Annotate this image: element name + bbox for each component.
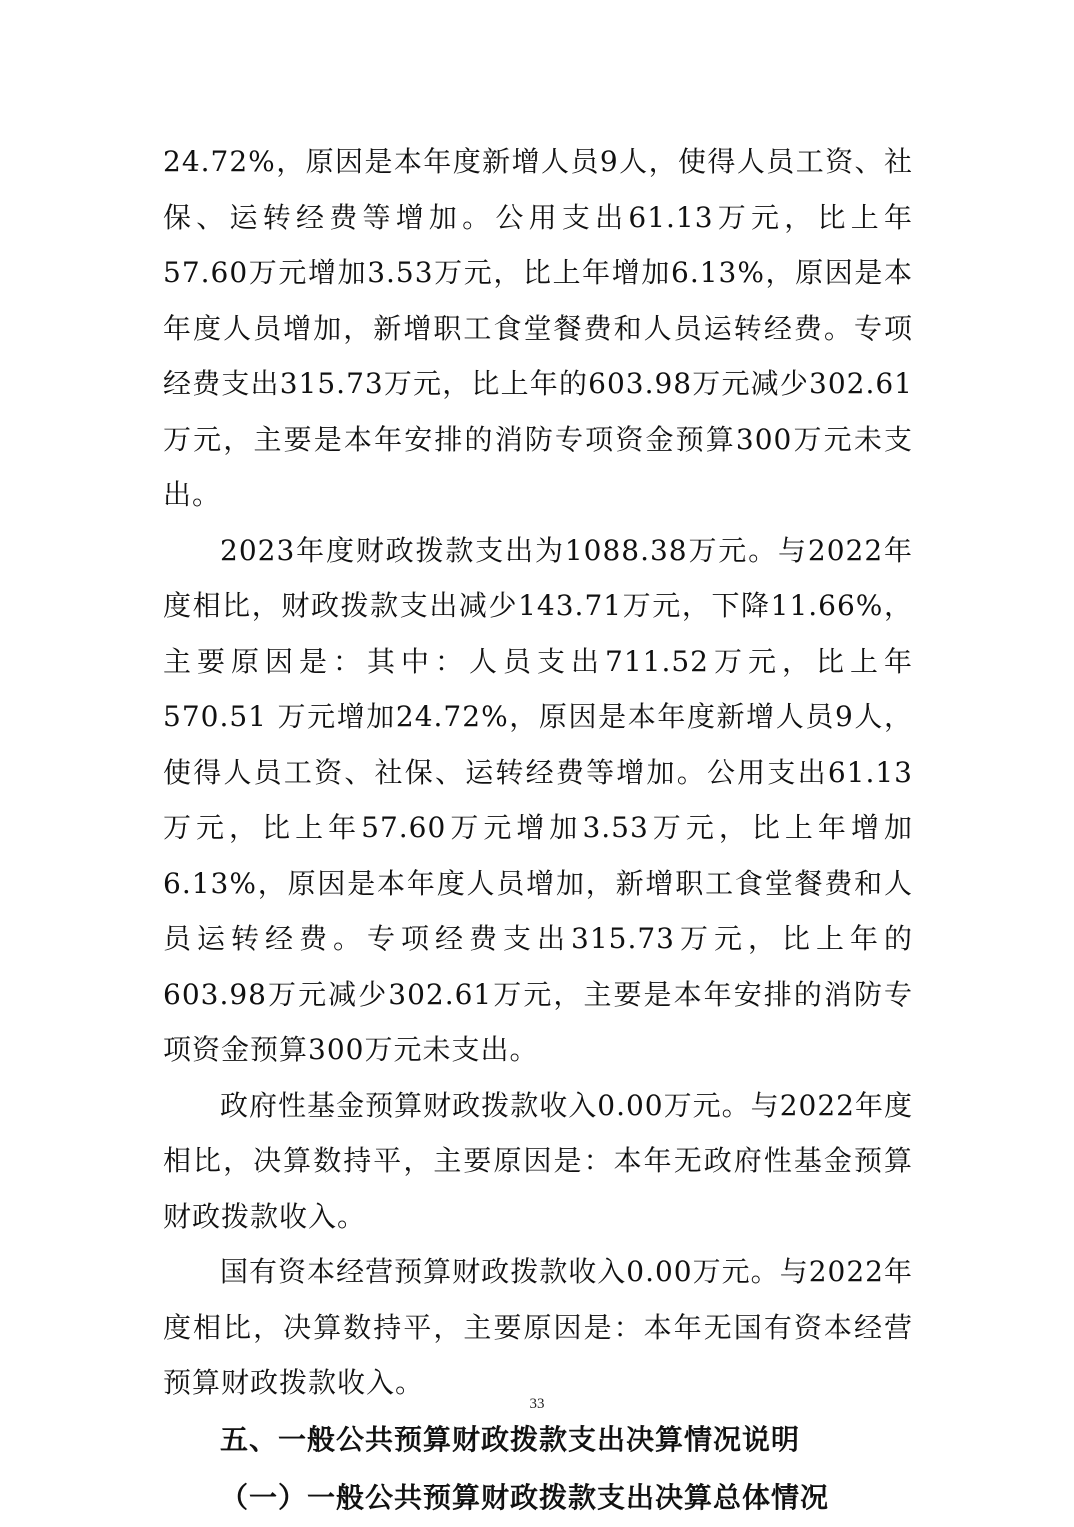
paragraph-government-fund: 政府性基金预算财政拨款收入0.00万元。与2022年度相比，决算数持平，主要原因是：本年无政府性基金预算财政拨款收入。 <box>163 1088 913 1233</box>
paragraph-continuation: 24.72%，原因是本年度新增人员9人，使得人员工资、社保、运转经费等增加。公用支出61.13万元，比上年57.60万元增加3.53万元，比上年增加6.13%，原因是本年度人员增加，新增职工食堂餐费和人员运转经费。专项经费支出315.73万元，比上年的603.98万元减少302.61万元，主要是本年安排的消防专项资金预算300万元未支出。 <box>163 145 913 511</box>
document-body <box>163 134 913 1527</box>
paragraph-state-capital: 国有资本经营预算财政拨款收入0.00万元。与2022年度相比，决算数持平，主要原因是：本年无国有资本经营预算财政拨款收入。 <box>163 1255 913 1399</box>
subsection-heading: （一）一般公共预算财政拨款支出决算总体情况 <box>220 1480 830 1514</box>
section-heading: 五、一般公共预算财政拨款支出决算情况说明 <box>220 1422 801 1456</box>
paragraph-fiscal-expenditure: 2023年度财政拨款支出为1088.38万元。与2022年度相比，财政拨款支出减少143.71万元，下降11.66%，主要原因是：其中：人员支出711.52万元，比上年570.51 万元增加24.72%，原因是本年度新增人员9人，使得人员工资、社保、运转经费等增加。公用支出61.13万元，比上年57.60万元增加3.53万元，比上年增加6.13%，原因是本年度人员增加，新增职工食堂餐费和人员运转经费。专项经费支出315.73万元，比上年的603.98万元减少302.61万元，主要是本年安排的消防专项资金预算300万元未支出。 <box>163 533 913 1066</box>
page-number: 33 <box>529 1396 545 1412</box>
